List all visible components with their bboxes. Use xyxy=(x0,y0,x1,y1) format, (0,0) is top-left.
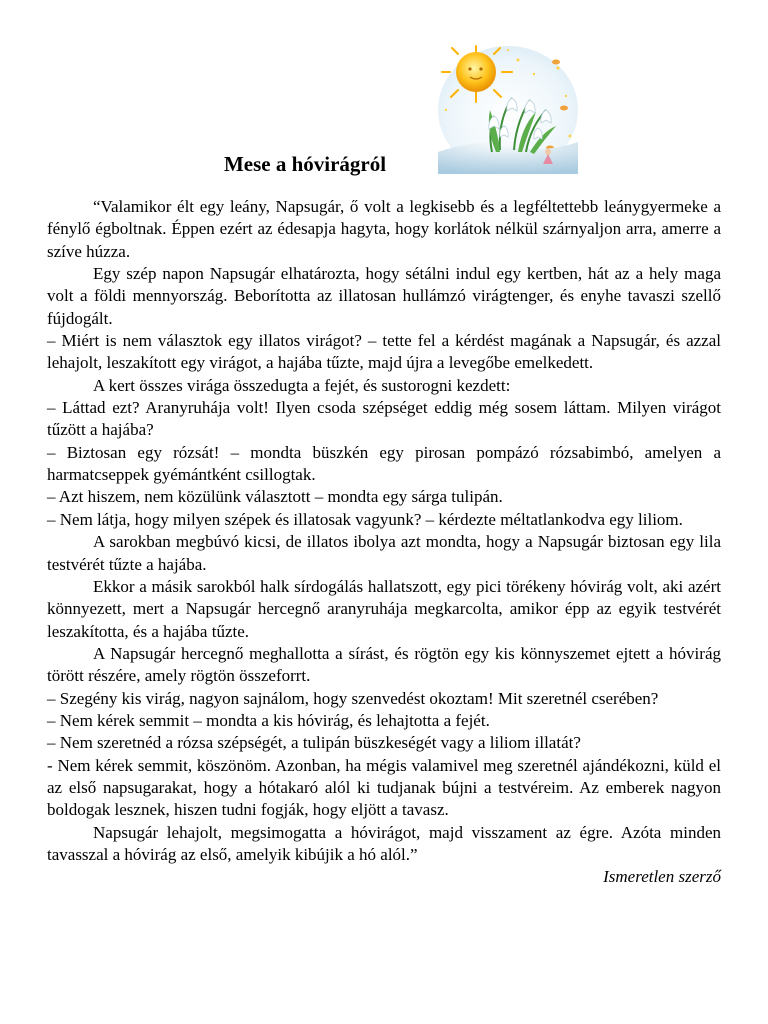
paragraph: “Valamikor élt egy leány, Napsugár, ő volt a legkisebb és a legféltettebb leánygyermeke a fénylő égboltnak. Éppen ezért az édesapja hagyta, hogy korlátok nélkül szárnyaljon arra, amerre a szíve húzza. xyxy=(47,197,721,261)
dialogue-line: – Nem szeretnéd a rózsa szépségét, a tulipán büszkeségét vagy a liliom illatát? xyxy=(47,733,581,753)
dialogue-line: – Biztosan egy rózsát! – mondta büszkén egy pirosan pompázó rózsabimbó, amelyen a harmatcseppek gyémántként csillogtak. xyxy=(47,442,721,485)
author-credit: Ismeretlen szerző xyxy=(603,867,721,887)
dialogue-line: - Nem kérek semmit, köszönöm. Azonban, ha mégis valamivel meg szeretnél ajándékozni, küld el az első napsugarakat, hogy a hótakaró alól ki tudjanak bújni a testvéreim. Az emberek nagyon boldogak lesznek, hiszen tudni fogják, hogy eljött a tavasz. xyxy=(47,755,721,820)
dialogue-line: – Szegény kis virág, nagyon sajnálom, hogy szenvedést okoztam! Mit szeretnél cserében? xyxy=(47,688,659,708)
page-title: Mese a hóvirágról xyxy=(223,152,387,176)
paragraph: Napsugár lehajolt, megsimogatta a hóvirágot, majd visszament az égre. Azóta minden tavasszal a hóvirág az első, amelyik kibújik a hó alól.” xyxy=(47,822,721,864)
dialogue-line: – Nem kérek semmit – mondta a kis hóvirág, és lehajtotta a fejét. xyxy=(47,710,490,730)
paragraph: A kert összes virága összedugta a fejét, és sustorogni kezdett: xyxy=(93,375,511,395)
dialogue-line: – Azt hiszem, nem közülünk választott – mondta egy sárga tulipán. xyxy=(47,487,503,507)
dialogue-line: – Nem látja, hogy milyen szépek és illatosak vagyunk? – kérdezte méltatlankodva egy liliom. xyxy=(47,509,683,529)
story-body xyxy=(47,196,721,889)
paragraph: A sarokban megbúvó kicsi, de illatos ibolya azt mondta, hogy a Napsugár biztosan egy lila testvérét tűzte a hajába. xyxy=(47,532,721,574)
paragraph: Ekkor a másik sarokból halk sírdogálás hallatszott, egy pici törékeny hóvirág volt, aki azért könnyezett, mert a Napsugár hercegnő aranyruhája megkarcolta, amikor épp az egyik testvérét leszakította, és a hajába tűzte. xyxy=(47,576,721,641)
paragraph: Egy szép napon Napsugár elhatározta, hogy sétálni indul egy kertben, hát az a hely maga volt a földi mennyország. Beborította az illatosan hullámzó virágtenger, és enyhe tavaszi szellő fújdogált. xyxy=(47,264,721,328)
dialogue-line: – Miért is nem választok egy illatos virágot? – tette fel a kérdést magának a Napsugár, és azzal lehajolt, leszakított egy virágot, a hajába tűzte, majd újra a levegőbe emelkedett. xyxy=(47,331,721,373)
paragraph: A Napsugár hercegnő meghallotta a sírást, és rögtön egy kis könnyszemet ejtett a hóvirág törött részére, amely rögtön összeforrt. xyxy=(47,643,721,686)
dialogue-line: – Láttad ezt? Aranyruhája volt! Ilyen csoda szépséget eddig még sosem láttam. Milyen virágot tűzött a hajába? xyxy=(47,398,721,440)
